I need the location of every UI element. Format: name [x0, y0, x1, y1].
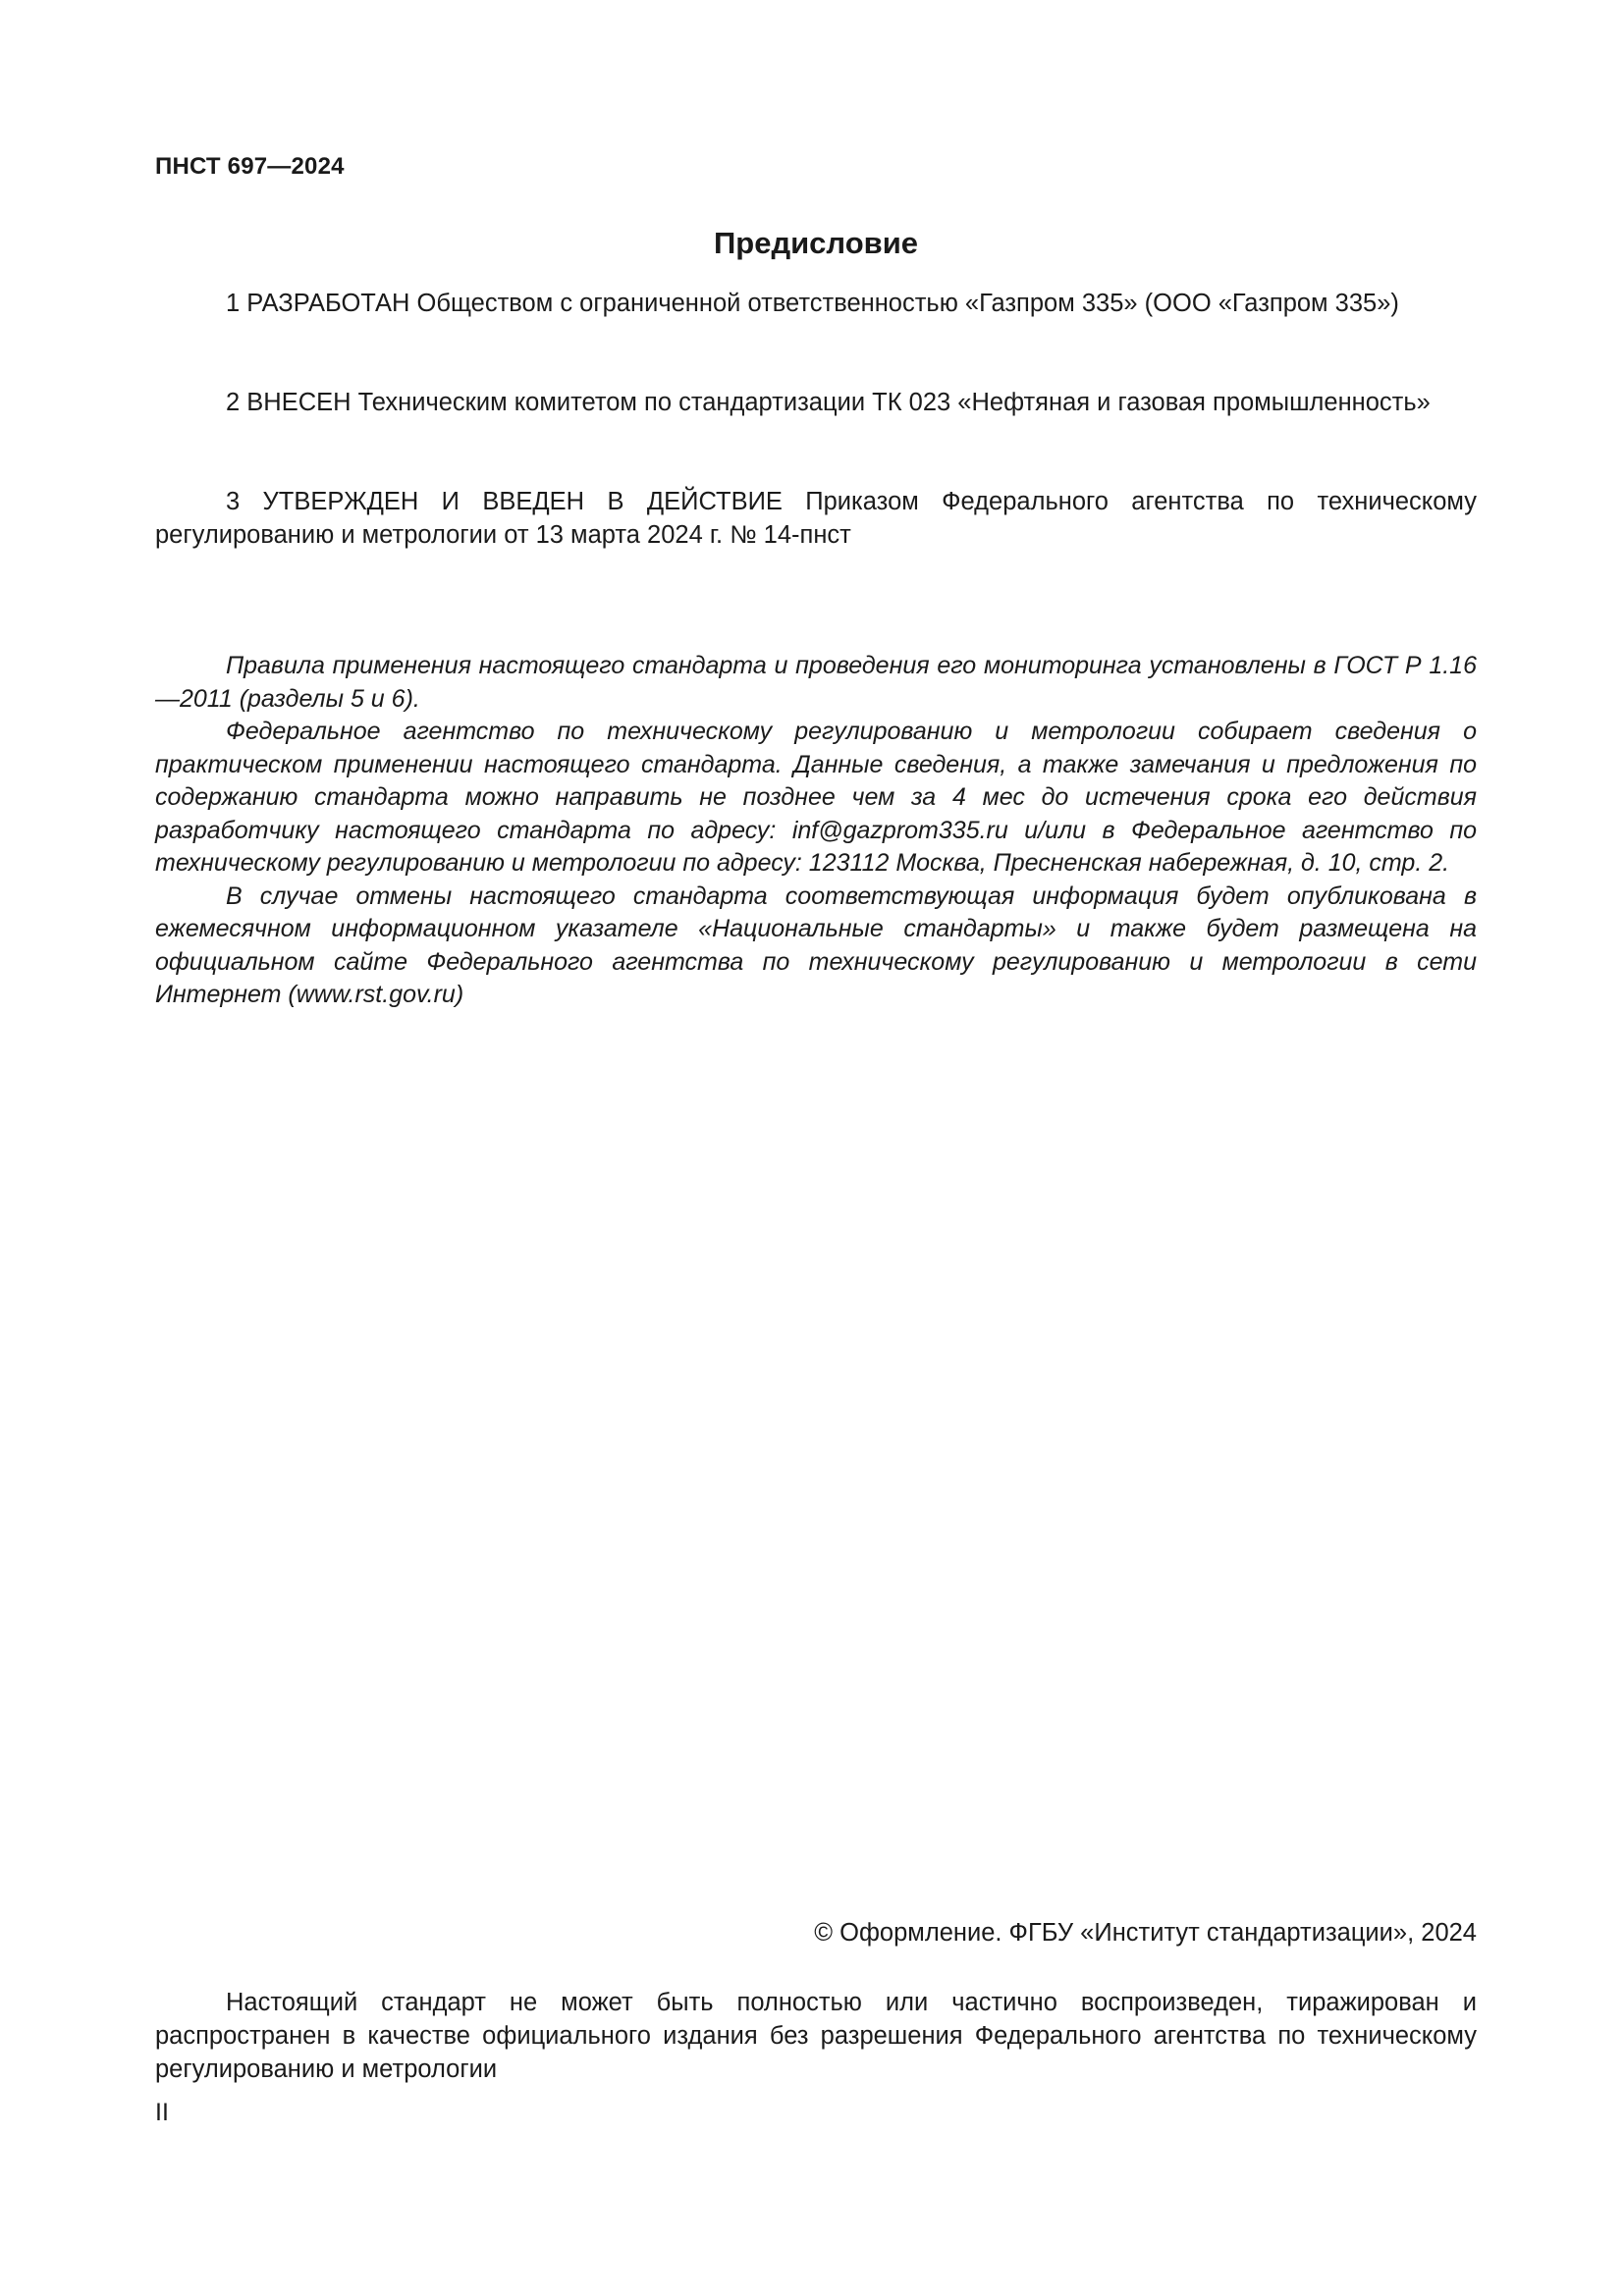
info-paragraph-cancellation: В случае отмены настоящего стандарта соответствующая информация будет опубликована в ежемесячном информационном указателе «Национальные стандарты» и также будет размещена на официальном сайте Федерального агентства по техническому регулированию и метрологии в сети Интернет (www.rst.gov.ru) — [155, 881, 1477, 1008]
reproduction-notice: Настоящий стандарт не может быть полностью или частично воспроизведен, тиражирован и распространен в качестве официального издания без разрешения Федерального агентства по техническому регулированию и метрологии — [155, 1989, 1477, 2083]
copyright-line: © Оформление. ФГБУ «Институт стандартизации», 2024 — [814, 1919, 1477, 1947]
preface-item-introduced: 2 ВНЕСЕН Техническим комитетом по стандартизации ТК 023 «Нефтяная и газовая промышленность» — [226, 389, 1431, 416]
info-paragraph-feedback: Федеральное агентство по техническому регулированию и метрологии собирает сведения о практическом применении настоящего стандарта. Данные сведения, а также замечания и предложения по содержанию стандарта можно направить не позднее чем за 4 мес до истечения срока его действия разработчику настоящего стандарта по адресу: inf@gazprom335.ru и/или в Федеральное агентство по техническому регулированию и метрологии по адресу: 123112 Москва, Пресненская набережная, д. 10, стр. 2. — [155, 718, 1477, 877]
application-info-block — [155, 650, 1477, 1012]
preface-title: Предисловие — [713, 226, 918, 260]
preface-item-approved: 3 УТВЕРЖДЕН И ВВЕДЕН В ДЕЙСТВИЕ Приказом Федерального агентства по техническому регулированию и метрологии от 13 марта 2024 г. № 14-пнст — [155, 488, 1477, 549]
info-paragraph-rules: Правила применения настоящего стандарта и проведения его мониторинга установлены в ГОСТ Р 1.16—2011 (разделы 5 и 6). — [155, 652, 1477, 713]
document-code: ПНСТ 697—2024 — [155, 153, 345, 180]
page-number: II — [155, 2099, 169, 2126]
preface-item-developed: 1 РАЗРАБОТАН Обществом с ограниченной ответственностью «Газпром 335» (ООО «Газпром 335») — [226, 290, 1399, 317]
